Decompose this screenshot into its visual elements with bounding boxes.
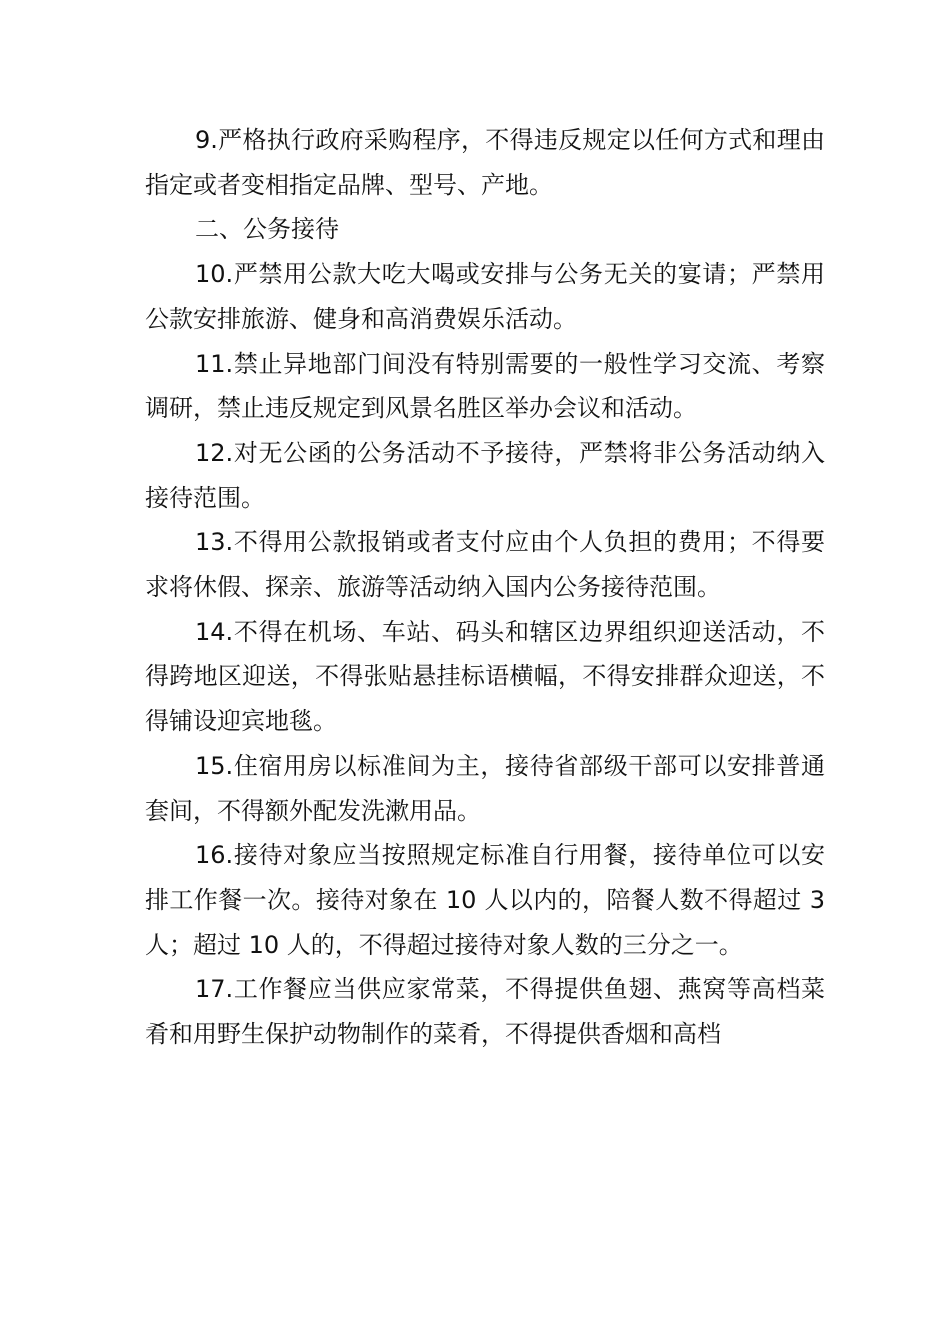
section-heading-official-reception: 二、公务接待 <box>195 215 339 244</box>
paragraph-13: 13.不得用公款报销或者支付应由个人负担的费用；不得要求将休假、探亲、旅游等活动纳入国内公务接待范围。 <box>145 528 825 602</box>
paragraph-9: 9.严格执行政府采购程序，不得违反规定以任何方式和理由指定或者变相指定品牌、型号、产地。 <box>145 126 825 199</box>
paragraph-17: 17.工作餐应当供应家常菜，不得提供鱼翅、燕窝等高档菜肴和用野生保护动物制作的菜肴，不得提供香烟和高档 <box>145 975 825 1049</box>
paragraph-16: 16.接待对象应当按照规定标准自行用餐，接待单位可以安排工作餐一次。接待对象在 10 人以内的，陪餐人数不得超过 3 人；超过 10 人的，不得超过接待对象人数的三分之一。 <box>145 841 825 959</box>
paragraph-10: 10.严禁用公款大吃大喝或安排与公务无关的宴请；严禁用公款安排旅游、健身和高消费娱乐活动。 <box>145 260 825 333</box>
paragraph-15: 15.住宿用房以标准间为主，接待省部级干部可以安排普通套间，不得额外配发洗漱用品。 <box>145 751 825 825</box>
document-body <box>145 118 825 1057</box>
paragraph-14: 14.不得在机场、车站、码头和辖区边界组织迎送活动，不得跨地区迎送，不得张贴悬挂标语横幅，不得安排群众迎送，不得铺设迎宾地毯。 <box>145 617 825 736</box>
paragraph-11: 11.禁止异地部门间没有特别需要的一般性学习交流、考察调研，禁止违反规定到风景名胜区举办会议和活动。 <box>145 349 825 423</box>
paragraph-12: 12.对无公函的公务活动不予接待，严禁将非公务活动纳入接待范围。 <box>145 438 825 512</box>
